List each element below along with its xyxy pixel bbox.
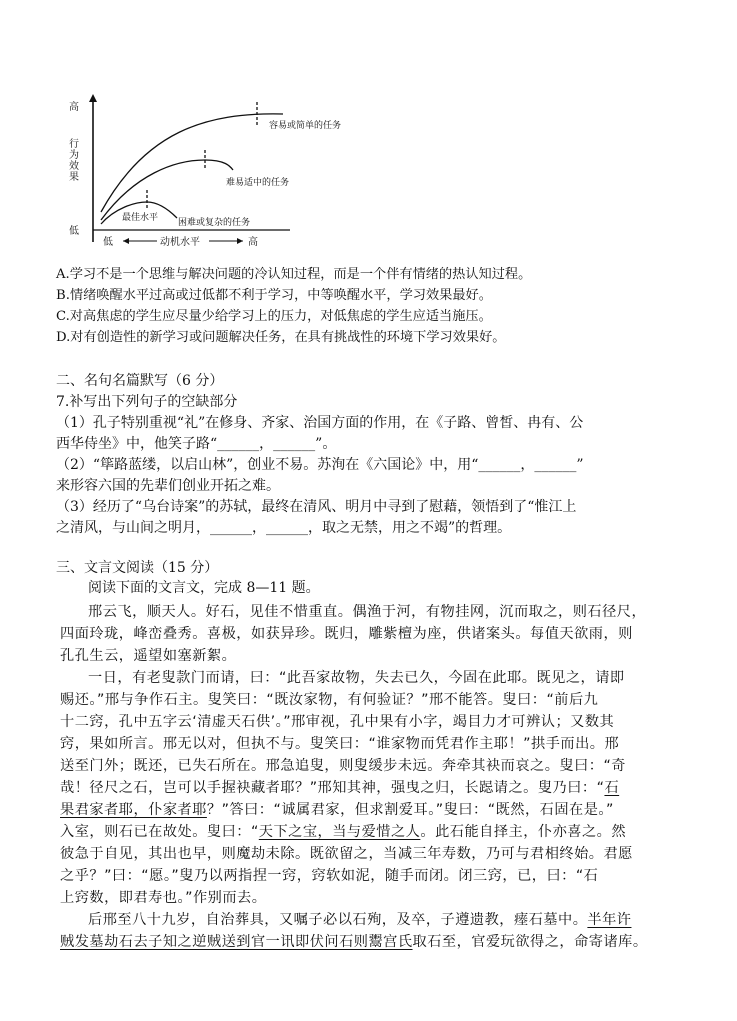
p3-line2-text: 取石至，官爱玩欲得之，命寄诸库。 [412,934,648,950]
passage-p2-line10: 之乎？”曰：“愿。”叟乃以两指捏一窍，窍软如泥，随手而闭。闭三窍，已，曰：“石 [60,868,599,884]
option-c: C.对高焦虑的学生应尽量少给学习上的压力，对低焦虑的学生应适当施压。 [56,309,492,324]
passage-p1-line1: 邢云飞，顺天人。好石，见佳不惜重直。偶渔于河，有物挂网，沉而取之，则石径尺， [88,604,647,620]
passage-p2-line3: 十二窍，孔中五字云‘清虚天石供’。”邢审视，孔中果有小字，竭目力才可辨认；又数其 [60,714,615,730]
x-axis-title: 动机水平 [160,237,200,248]
q7-item1-line1: （1）孔子特别重视“礼”在修身、齐家、治国方面的作用，在《子路、曾皙、冉有、公 [56,415,584,431]
passage-p2-line5: 送至门外；既还，已失石所在。邢急追叟，则叟缓步未远。奔牵其袂而哀之。叟曰：“奇 [60,758,626,774]
p2-line7-text: ？”答曰：“诚属君家，但求割爱耳。”叟曰：“既然，石固在是。” [206,802,614,818]
passage-p3-line2 [60,931,648,951]
y-axis-title: 行为效果 [69,139,79,183]
option-d: D.对有创造性的新学习或问题解决任务，在具有挑战性的环境下学习效果好。 [56,330,506,345]
optimal-level-label: 最佳水平 [122,213,159,223]
q7-item2-line2: 来形容六国的先辈们创业开拓之难。 [56,478,280,494]
p2-line6-text: 哉！径尺之石，岂可以手握袂藏者耶？”邢知其神，强曳之归，长跽请之。叟乃曰：“ [60,780,605,796]
q7-item2-line1: （2）“筚路蓝缕，以启山林”，创业不易。苏洵在《六国论》中，用“______，______” [56,457,584,473]
x-axis-label-left: 低 [103,237,113,248]
q7-item3-line2: 之清风，与山间之明月，______，______，取之无禁，用之不竭”的哲理。 [56,520,512,536]
series-label-hard: 困难或复杂的任务 [178,218,251,228]
passage-p2-line8 [60,821,626,841]
section2-heading: 二、名句名篇默写（6 分） [56,373,224,389]
series-label-moderate: 难易适中的任务 [226,178,290,188]
passage-p1-line3: 孔孔生云，遥望如塞新絮。 [60,648,237,664]
passage-p2-line2: 赐还。”邢与争作石主。叟笑曰：“既汝家物，有何验证？”邢不能答。叟曰：“前后九 [60,692,599,708]
underlined-sentence-a-start: 石 [604,780,620,796]
underlined-sentence-c-end: 贼发墓劫石去子知之逆贼送到官一讯即伏问石则鬻宫氏 [60,934,413,950]
option-a: A.学习不是一个思维与解决问题的冷认知过程，而是一个伴有情绪的热认知过程。 [56,267,532,282]
passage-p2-line4: 窍，果如所言。邢无以对，但执不与。叟笑曰：“谁家物而凭君作主耶！”拱手而出。邢 [60,736,620,752]
reading-instruction: 阅读下面的文言文，完成 8—11 题。 [88,580,320,596]
y-axis-label-bottom: 低 [69,226,79,237]
curve-easy-task [101,114,283,212]
q7-item1-line2: 西华侍坐》中，他笑子路“______，______”。 [56,436,337,452]
passage-p3-line1 [88,909,631,929]
p3-line1-text: 后邢至八十九岁，自治葬具，又嘱子必以石殉，及卒，子遵遗教，瘗石墓中。 [88,912,588,928]
motivation-performance-chart [55,92,342,252]
y-axis-label-top: 高 [69,102,79,113]
p2-line8-text-b: 。此石能自择主，仆亦喜之。然 [420,824,627,840]
underlined-sentence-c-start: 半年许 [587,912,632,928]
underlined-sentence-a-end: 果君家者耶，仆家者耶 [60,802,207,818]
curve-moderate-task [101,160,233,220]
passage-p1-line2: 四面玲珑，峰峦叠秀。喜极，如获异珍。既归，雕紫檀为座，供诸案头。每值天欲雨，则 [60,626,633,642]
passage-p2-line9: 彼急于自见，其出也早，则魔劫未除。既欲留之，当减三年寿数，乃可与君相终始。君愿 [60,846,633,862]
passage-p2-line11: 上窍数，即君寿也。”作别而去。 [60,890,267,906]
x-axis-label-right: 高 [248,237,258,248]
series-label-easy: 容易或简单的任务 [269,121,342,131]
q7-item3-line1: （3）经历了“乌台诗案”的苏轼，最终在清风、明月中寻到了慰藉，领悟到了“惟江上 [56,499,577,515]
y-axis [89,94,97,242]
question-7: 7.补写出下列句子的空缺部分 [56,394,238,410]
option-b: B.情绪唤醒水平过高或过低都不利于学习，中等唤醒水平，学习效果最好。 [56,288,492,303]
passage-p2-line1: 一日，有老叟款门而请，曰：“此吾家故物，失去已久，今固在此耶。既见之，请即 [88,670,625,686]
passage-p2-line6 [60,777,619,797]
section3-heading: 三、文言文阅读（15 分） [56,560,219,576]
passage-p2-line7 [60,799,614,819]
p2-line8-text-a: 入室，则石已在故处。叟曰：“ [60,824,259,840]
underlined-sentence-b: 天下之宝，当与爱惜之人 [258,824,421,840]
